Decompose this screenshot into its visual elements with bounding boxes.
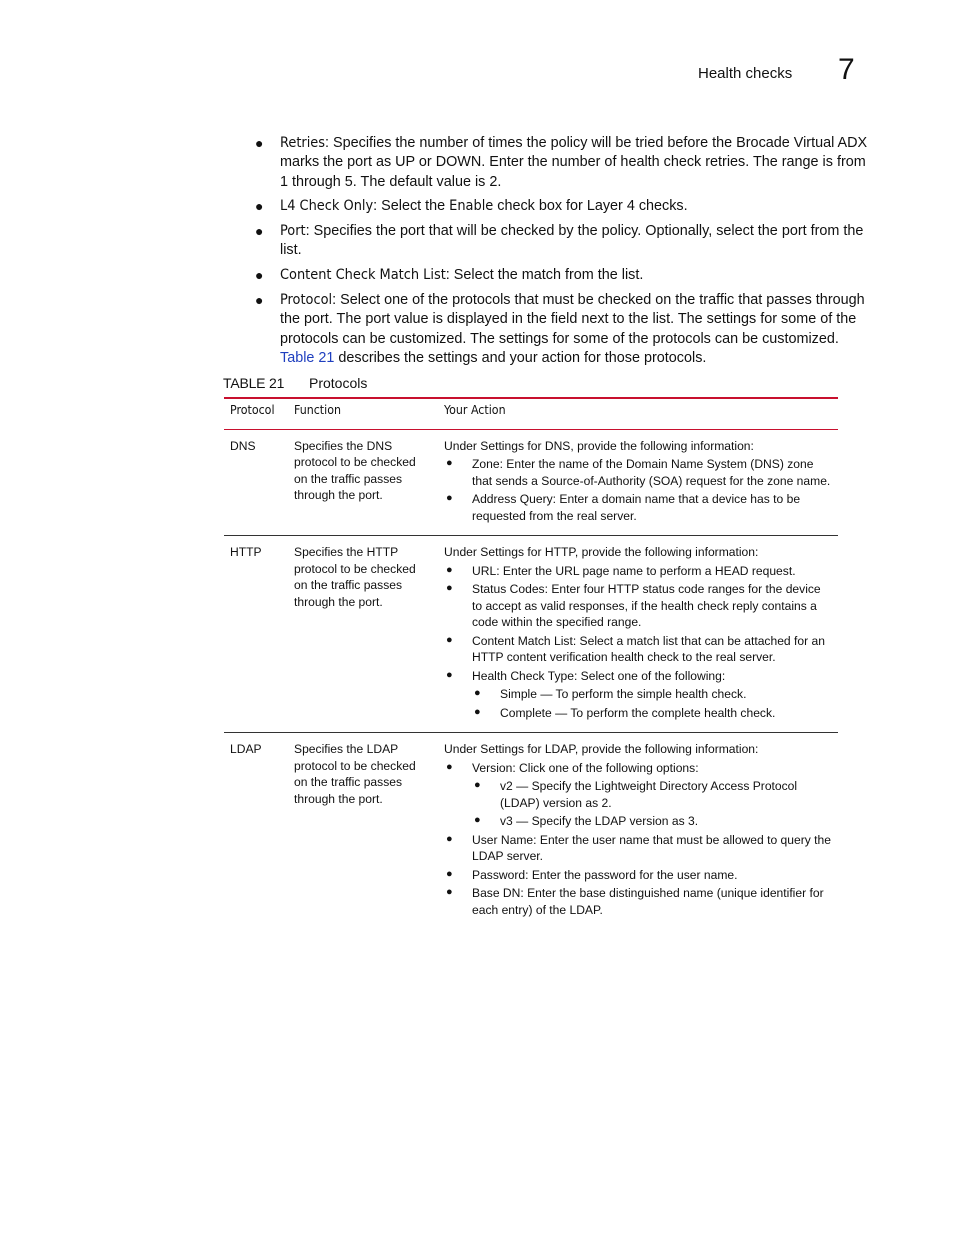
bullet-l4-check-only: [255, 197, 870, 216]
desc-retries: : Specifies the number of times the policy will be tried before the Brocade Virtual ADX marks the port as UP or DOWN. Enter the number of health check retries. The range is from 1 through 5. The default value is 2.: [280, 135, 868, 190]
list-item: [444, 885, 832, 918]
cell-action: [438, 536, 838, 733]
action-lead: Under Settings for HTTP, provide the following information:: [444, 545, 759, 559]
cell-protocol: LDAP: [230, 742, 262, 756]
chapter-number: 7: [838, 53, 855, 86]
cell-action: [438, 733, 838, 930]
list-item: [444, 867, 832, 884]
sub-list-item: [472, 813, 832, 830]
table-label: TABLE 21: [223, 375, 285, 391]
list-item-text: URL: Enter the URL page name to perform a HEAD request.: [472, 563, 796, 578]
column-header-protocol: Protocol: [224, 398, 288, 429]
list-item: [444, 832, 832, 865]
list-item-text: Version: Click one of the following options:: [472, 760, 699, 775]
bullet-icon: ●: [446, 457, 453, 469]
protocols-table: [224, 397, 838, 929]
list-item-text: User Name: Enter the user name that must be allowed to query the LDAP server.: [472, 832, 831, 863]
column-header-function: Function: [288, 398, 438, 429]
bullet-protocol: [255, 291, 870, 368]
term-content-check-match-list: Content Check Match List: [280, 267, 446, 284]
list-item: [444, 491, 832, 524]
action-list: [444, 456, 832, 524]
desc-port: : Specifies the port that will be checked by the policy. Optionally, select the port from the list.: [280, 223, 864, 259]
sub-list-item-text: Simple — To perform the simple health check.: [500, 687, 747, 701]
running-header-title: Health checks: [698, 65, 793, 82]
bullet-icon: ●: [446, 582, 453, 594]
cell-function: Specifies the DNS protocol to be checked on the traffic passes through the port.: [288, 429, 438, 536]
sub-list-item-text: v3 — Specify the LDAP version as 3.: [500, 814, 699, 828]
bullet-icon: ●: [446, 760, 453, 773]
table-21-link[interactable]: Table 21: [280, 349, 335, 366]
term-port: Port: [280, 223, 306, 240]
term-protocol: Protocol: [280, 292, 333, 309]
sub-list: [472, 778, 832, 830]
desc-protocol-a: : Select one of the protocols that must be checked on the traffic that passes through the port. The port value is displayed in the field next to the list. The settings for some of the protocols can be customized. The settings for some of the protocols can be customized.: [280, 292, 865, 347]
term-l4-check-only: L4 Check Only: [280, 198, 374, 215]
desc-l4-check-only-a: : Select the: [373, 198, 450, 215]
list-item: [444, 633, 832, 666]
sub-list-item: [472, 705, 832, 722]
bullet-icon: ●: [474, 705, 481, 718]
sub-list-item: [472, 778, 832, 811]
list-item: [444, 563, 832, 580]
action-list: [444, 563, 832, 722]
bullet-icon: ●: [474, 814, 481, 826]
list-item: [444, 760, 832, 830]
desc-protocol-b: describes the settings and your action for those protocols.: [334, 349, 707, 366]
sub-list: [472, 686, 832, 721]
term-retries: Retries: [280, 135, 326, 151]
list-item-text: Address Query: Enter a domain name that a device has to be requested from the real server.: [472, 492, 801, 523]
list-item: [444, 456, 832, 489]
bullet-icon: ●: [446, 832, 453, 845]
action-list: [444, 760, 832, 919]
bullet-icon: ●: [446, 563, 453, 576]
desc-content-check-match-list: : Select the match from the list.: [445, 267, 644, 284]
list-item-text: Health Check Type: Select one of the following:: [472, 668, 726, 683]
action-lead: Under Settings for LDAP, provide the following information:: [444, 742, 759, 756]
cell-protocol: DNS: [224, 429, 288, 536]
bullet-icon: ●: [474, 779, 481, 791]
sub-list-item: [472, 686, 832, 703]
bullet-icon: ●: [255, 198, 264, 215]
sub-list-item-text: v2 — Specify the Lightweight Directory Access Protocol (LDAP) version as 2.: [500, 779, 798, 810]
list-item-text: Zone: Enter the name of the Domain Name System (DNS) zone that sends a Source-of-Authority (SOA) request for the zone name.: [472, 457, 831, 488]
bullet-icon: ●: [255, 135, 264, 151]
bullet-icon: ●: [446, 886, 453, 898]
action-lead: Under Settings for DNS, provide the following information:: [444, 438, 754, 453]
list-item-text: Content Match List: Select a match list that can be attached for an HTTP content verification health check to the real server.: [472, 633, 825, 664]
bullet-content-check-match-list: [255, 266, 870, 285]
bullet-icon: ●: [446, 668, 453, 681]
column-header-your-action: Your Action: [438, 398, 838, 429]
table-row-dns: [224, 429, 838, 536]
bullet-icon: ●: [255, 267, 264, 284]
cell-protocol: HTTP: [224, 536, 288, 733]
bullet-icon: ●: [255, 292, 264, 309]
list-item: [444, 581, 832, 631]
list-item-text: Status Codes: Enter four HTTP status code ranges for the device to accept as valid responses, if the health check reply contains a code within the specified range.: [472, 582, 821, 629]
cell-function: Specifies the HTTP protocol to be checked on the traffic passes through the port.: [288, 536, 438, 733]
term-enable: Enable: [449, 198, 494, 215]
cell-function: Specifies the LDAP protocol to be checked on the traffic passes through the port.: [294, 742, 416, 806]
bullet-icon: ●: [255, 223, 264, 240]
cell-action: [438, 429, 838, 536]
table-header-row: [224, 398, 838, 429]
bullet-icon: ●: [446, 633, 453, 646]
field-description-list: [255, 134, 870, 374]
table-title: Protocols: [309, 375, 368, 391]
bullet-port: [255, 222, 870, 261]
bullet-retries: [255, 134, 870, 192]
table-row-ldap: [224, 733, 838, 930]
bullet-icon: ●: [474, 687, 481, 699]
desc-l4-check-only-b: check box for Layer 4 checks.: [493, 198, 688, 215]
bullet-icon: ●: [446, 492, 453, 504]
list-item-text: Base DN: Enter the base distinguished name (unique identifier for each entry) of the LDAP.: [472, 886, 824, 917]
table-row-http: [224, 536, 838, 733]
list-item-text: Password: Enter the password for the user name.: [472, 867, 738, 882]
sub-list-item-text: Complete — To perform the complete health check.: [500, 705, 776, 720]
list-item: [444, 668, 832, 722]
bullet-icon: ●: [446, 867, 453, 880]
